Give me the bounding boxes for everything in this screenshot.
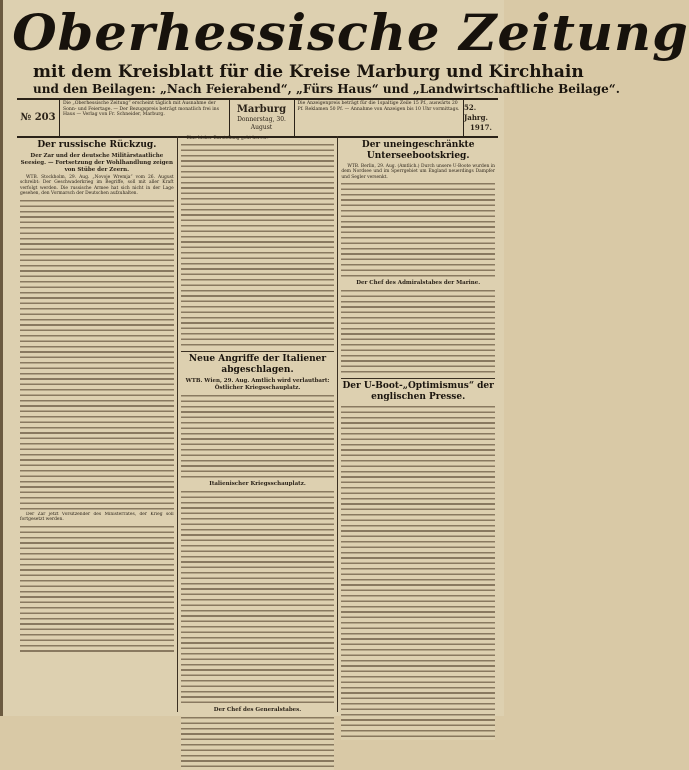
- article-body: [341, 182, 495, 279]
- article-body: [20, 199, 174, 512]
- article-text: Eine bisher Darstellung geht hervor:: [186, 136, 269, 141]
- masthead-supplements: und den Beilagen: „Nach Feierabend“, „Fürs Haus“ und „Landwirtschaftliche Beilage“.: [33, 82, 620, 96]
- article-body: [181, 490, 335, 706]
- article-text: WTB. Berlin, 29. Aug. (Amtlich.) Durch unsere U-Boote wurden in dem Nordsee und im Sperrgebiet um England neuerdings Dampfer und Segler versenkt.: [341, 164, 496, 180]
- body-text-lines: [341, 182, 495, 279]
- article-headline: Der U-Boot-„Optimismus“ der englischen Presse.: [341, 378, 495, 403]
- article-headline: Neue Angriffe der Italiener abgeschlagen.: [181, 351, 335, 376]
- body-text-lines: [341, 405, 495, 740]
- body-text-lines: [181, 490, 335, 706]
- place-date-box: [230, 100, 295, 136]
- body-text-lines: [20, 199, 174, 512]
- masthead-subtitle: mit dem Kreisblatt für die Kreise Marburg und Kirchhain: [33, 62, 584, 82]
- article-body: [341, 289, 495, 375]
- body-text-lines: [341, 289, 495, 375]
- article-text: WTB. Stockholm, 29. Aug. „Novoje Wremja“ vom 26. August schreibt: Der Geschwaderkrieg im Begriffe, soll mit aller Kraft verfolgt werden. Die russische Armee hat sich nicht in der Lage gesehen, den Vormarsch der Deutschen aufzuhalten.: [20, 175, 174, 197]
- article-subheading: Der Zar und der deutsche Militärstaatliche Seesieg. — Fortsetzung der Wohlhandlung zeigen von Stübe der Zeern.: [20, 153, 174, 173]
- volume-box: [464, 100, 498, 136]
- article-headline: Der uneingeschränkte Unterseebootskrieg.: [361, 140, 475, 161]
- article-column-2: [178, 136, 339, 712]
- article-subheading: Der Chef des Generalstabes.: [213, 706, 302, 713]
- body-text-lines: [181, 716, 335, 770]
- article-body: [20, 525, 174, 655]
- subscription-info: Die „Oberhessische Zeitung“ erscheint täglich mit Ausnahme der Sonn- und Feiertage. — Der Bezugspreis beträgt monatlich frei ins Haus — Verlag von Fr. Schneider, Marburg.: [60, 100, 230, 136]
- article-body: [341, 405, 495, 740]
- body-text-lines: [181, 394, 335, 480]
- body-text-lines: [20, 525, 174, 655]
- volume-label: 52. Jahrg.: [464, 103, 488, 122]
- publication-date: Donnerstag, 30. August: [237, 116, 286, 131]
- article-body: [181, 143, 335, 348]
- article-subheading: Italienischer Kriegsschauplatz.: [209, 480, 306, 487]
- article-subheading: WTB. Wien, 29. Aug. Amtlich wird verlautbart: Östlicher Kriegsschauplatz.: [185, 377, 330, 391]
- article-headline: Der russische Rückzug.: [37, 140, 157, 150]
- publication-place: Marburg: [236, 104, 287, 115]
- volume-year: 1917.: [470, 123, 492, 132]
- issue-number: № 203: [17, 100, 60, 136]
- article-body: [181, 394, 335, 480]
- article-column-1: [17, 136, 178, 712]
- article-columns: [17, 136, 498, 712]
- advertising-info: Die Anzeigenpreis beträgt für die 1spaltige Zeile 15 Pf., auswärts 20 Pf. Reklamen 50 Pf. — Annahme von Anzeigen bis 10 Uhr vormittags.: [295, 100, 465, 136]
- article-column-3: [338, 136, 498, 712]
- article-subheading: Der Chef des Admiralstabes der Marine.: [356, 280, 481, 287]
- body-text-lines: [181, 143, 335, 348]
- issue-info-bar: [17, 98, 498, 138]
- article-text: Der Zar jetzt Vorsitzender des Ministerrates, der Krieg soll fortgesetzt werden.: [20, 511, 174, 523]
- newspaper-masthead: Oberhessische Zeitung: [12, 3, 689, 62]
- article-body: [181, 716, 335, 770]
